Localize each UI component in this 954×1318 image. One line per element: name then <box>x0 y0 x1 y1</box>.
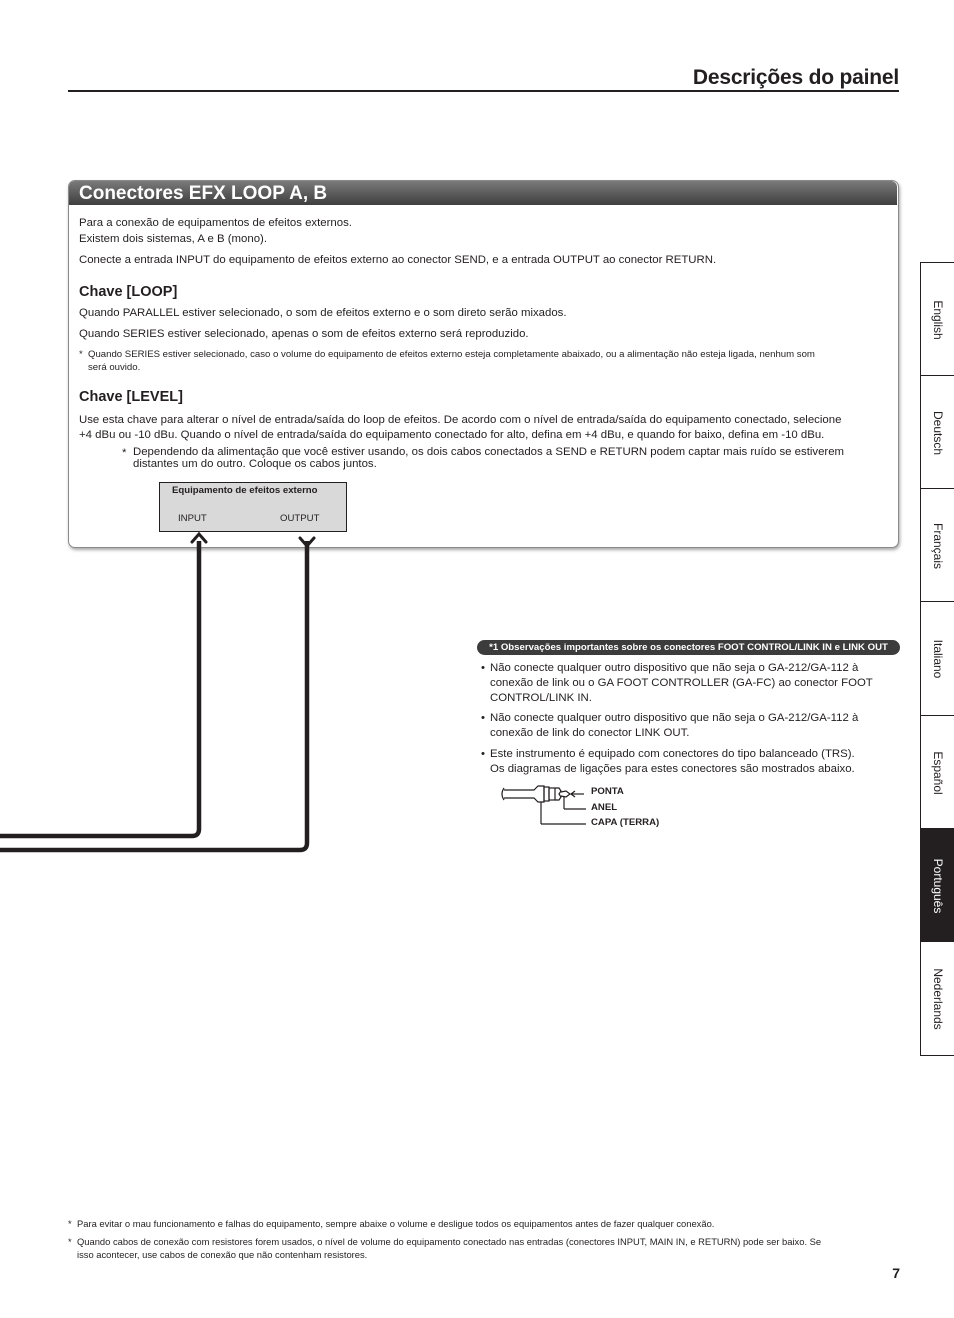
output-cable <box>0 541 307 850</box>
language-tab-francais[interactable] <box>920 488 954 602</box>
page-title: Descrições do painel <box>692 66 899 89</box>
equipment-input-label: INPUT <box>178 513 207 524</box>
language-tab-italiano[interactable] <box>920 601 954 715</box>
input-cable <box>0 541 199 836</box>
bullet-1: • <box>481 662 485 674</box>
note-2-line-1: Não conecte qualquer outro dispositivo que não seja o GA-212/GA-112 à <box>490 712 859 724</box>
level-note-line-1: Dependendo da alimentação que você estiver usando, os dois cabos conectados a SEND e RETURN podem captar mais ruído se estiverem <box>133 446 845 458</box>
loop-note-line-2: será ouvido. <box>88 362 141 373</box>
note-1-line-3: CONTROL/LINK IN. <box>490 692 592 704</box>
title-rule <box>68 90 899 92</box>
language-tab-deutsch[interactable] <box>920 375 954 489</box>
intro-line-3: Conecte a entrada INPUT do equipamento de efeitos externo ao conector SEND, e a entrada OUTPUT ao conector RETURN. <box>79 254 717 266</box>
tabs-bottom-rule <box>920 1055 954 1056</box>
level-line-2: +4 dBu ou -10 dBu. Quando o nível de entrada/saída do equipamento conectado for alto, defina em +4 dBu, e quando for baixo, defina em -10 dBu. <box>79 429 825 441</box>
loop-note-mark: * <box>79 349 83 360</box>
intro-line-1: Para a conexão de equipamentos de efeitos externos. <box>79 217 352 229</box>
tab-label: Italiano <box>931 639 945 678</box>
footnote-2-mark: * <box>68 1236 72 1247</box>
note-1-line-1: Não conecte qualquer outro dispositivo que não seja o GA-212/GA-112 à <box>490 662 859 674</box>
notes-badge: *1 Observações importantes sobre os conectores FOOT CONTROL/LINK IN e LINK OUT <box>477 640 900 655</box>
note-2-line-2: conexão de link do conector LINK OUT. <box>490 727 690 739</box>
section-title: Conectores EFX LOOP A, B <box>79 183 328 204</box>
bullet-3: • <box>481 748 485 760</box>
page-number: 7 <box>892 1265 900 1281</box>
tab-label: Deutsch <box>931 410 945 455</box>
tab-label: Français <box>931 522 945 569</box>
tab-label: Nederlands <box>931 967 945 1030</box>
input-arrow-icon <box>192 534 206 542</box>
language-tab-nederlands[interactable] <box>920 941 954 1055</box>
equipment-title: Equipamento de efeitos externo <box>172 485 318 496</box>
level-heading: Chave [LEVEL] <box>79 389 183 405</box>
jack-ring-label: ANEL <box>591 802 618 813</box>
footnote-2-line-1: Quando cabos de conexão com resistores forem usados, o nível de volume do equipamento conectado nas entradas (conectores INPUT, MAIN IN, e RETURN) pode ser baixo. Se <box>77 1236 822 1247</box>
footnote-1-mark: * <box>68 1218 72 1229</box>
tab-label: Español <box>931 750 945 795</box>
cable-diagram <box>0 525 330 860</box>
bullet-2: • <box>481 712 485 724</box>
loop-line-2: Quando SERIES estiver selecionado, apenas o som de efeitos externo será reproduzido. <box>79 328 529 340</box>
trs-plug-icon <box>500 782 595 830</box>
note-3-line-2: Os diagramas de ligações para estes conectores são mostrados abaixo. <box>490 763 855 775</box>
footnote-2-line-2: isso acontecer, use cabos de conexão que não contenham resistores. <box>77 1249 368 1260</box>
note-1-line-2: conexão de link ou o GA FOOT CONTROLLER (GA-FC) ao conector FOOT <box>490 677 873 689</box>
loop-line-1: Quando PARALLEL estiver selecionado, o som de efeitos externo e o som direto serão mixados. <box>79 307 567 319</box>
equipment-output-label: OUTPUT <box>280 513 320 524</box>
level-line-1: Use esta chave para alterar o nível de entrada/saída do loop de efeitos. De acordo com o nível de entrada/saída do equipamento conectado, selecione <box>79 414 842 426</box>
level-note-line-2: distantes um do outro. Coloque os cabos juntos. <box>133 458 377 470</box>
language-tab-english[interactable] <box>920 262 954 376</box>
tab-label: Português <box>931 858 945 913</box>
intro-line-2: Existem dois sistemas, A e B (mono). <box>79 233 268 245</box>
loop-note-line-1: Quando SERIES estiver selecionado, caso o volume do equipamento de efeitos externo esteja completamente abaixado, ou a alimentação não esteja ligada, nenhum som <box>88 349 815 360</box>
loop-heading: Chave [LOOP] <box>79 284 178 300</box>
footnote-1: Para evitar o mau funcionamento e falhas do equipamento, sempre abaixe o volume e desligue todos os equipamentos antes de fazer qualquer conexão. <box>77 1218 715 1229</box>
language-tab-portugues[interactable] <box>920 828 954 942</box>
jack-sleeve-label: CAPA (TERRA) <box>591 817 660 828</box>
level-note-mark: * <box>122 447 127 459</box>
note-3-line-1: Este instrumento é equipado com conectores do tipo balanceado (TRS). <box>490 748 855 760</box>
tab-label: English <box>931 299 945 340</box>
language-tab-espanol[interactable] <box>920 715 954 829</box>
jack-tip-label: PONTA <box>591 786 624 797</box>
